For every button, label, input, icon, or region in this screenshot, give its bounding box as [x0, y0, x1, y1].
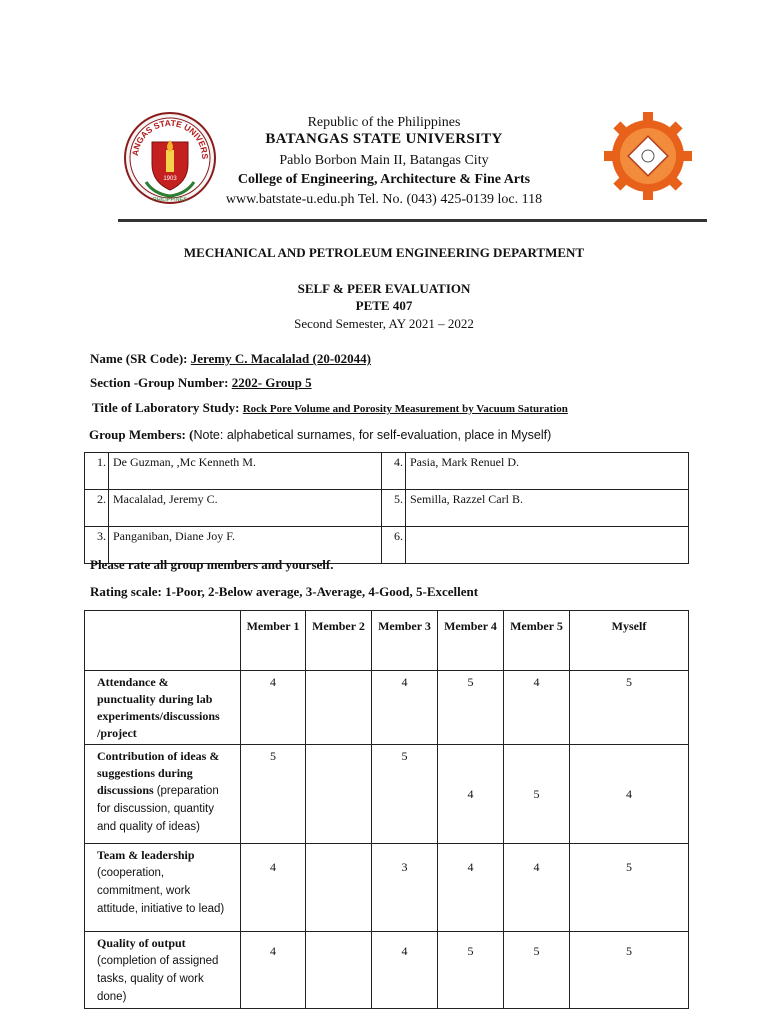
title-field	[92, 400, 568, 416]
criteria-header	[85, 611, 241, 671]
name-value: Jeremy C. Macalalad (20-02044)	[190, 351, 372, 366]
rating-header-row	[85, 611, 689, 671]
rating-scale: Rating scale: 1-Poor, 2-Below average, 3-Average, 4-Good, 5-Excellent	[90, 584, 479, 599]
member-number: 3.	[85, 527, 109, 564]
criteria-title: Team & leadership	[97, 848, 195, 862]
member-name: Semilla, Razzel Carl B.	[406, 490, 689, 527]
table-row	[85, 844, 689, 932]
instructions: Please rate all group members and yourself.	[90, 557, 334, 572]
member-name: Panganiban, Diane Joy F.	[109, 527, 382, 564]
rating-cell: 4	[570, 745, 689, 844]
university-name: BATANGAS STATE UNIVERSITY	[265, 131, 503, 147]
criteria-title: Contribution of ideas & suggestions during discussions	[97, 749, 220, 797]
criteria-description: (preparation for discussion, quantity and quality of ideas)	[97, 785, 219, 833]
department-title: MECHANICAL AND PETROLEUM ENGINEERING DEPARTMENT	[183, 245, 585, 260]
criteria-title: Attendance & punctuality during lab experiments/discussions /project	[97, 675, 220, 740]
group-members-heading	[89, 427, 551, 443]
member-name: Macalalad, Jeremy C.	[109, 490, 382, 527]
column-header-myself: Myself	[570, 611, 689, 671]
rating-cell: 4	[241, 671, 306, 745]
criteria-cell	[85, 745, 241, 844]
member-number: 4.	[382, 453, 406, 490]
svg-text:PHILIPPINES: PHILIPPINES	[153, 197, 187, 203]
rating-cell: 5	[372, 745, 438, 844]
rating-cell: 4	[241, 844, 306, 932]
course-code: PETE 407	[355, 298, 413, 313]
section-label: Section -Group Number:	[90, 375, 229, 390]
contact-info: www.batstate-u.edu.ph Tel. No. (043) 425-0139 loc. 118	[225, 192, 543, 207]
rating-cell: 5	[438, 671, 504, 745]
header-divider	[118, 219, 707, 222]
college-name: College of Engineering, Architecture & Fine Arts	[237, 172, 531, 187]
table-row	[85, 745, 689, 844]
section-value: 2202- Group 5	[231, 375, 312, 390]
member-name: Pasia, Mark Renuel D.	[406, 453, 689, 490]
rating-cell: 5	[504, 932, 570, 1009]
member-name: De Guzman, ,Mc Kenneth M.	[109, 453, 382, 490]
rating-cell: 4	[372, 671, 438, 745]
criteria-cell	[85, 671, 241, 745]
member-number: 1.	[85, 453, 109, 490]
table-row	[85, 490, 689, 527]
rating-cell	[306, 671, 372, 745]
column-header-member-4: Member 4	[438, 611, 504, 671]
rating-cell: 5	[504, 745, 570, 844]
rating-cell	[306, 932, 372, 1009]
column-header-member-1: Member 1	[241, 611, 306, 671]
rating-cell	[306, 745, 372, 844]
rating-cell: 5	[570, 932, 689, 1009]
republic-line: Republic of the Philippines	[307, 115, 461, 130]
svg-text:BATANGAS STATE UNIVERSITY: ANGAS STATE UNIVERS	[129, 117, 211, 160]
rating-cell: 4	[504, 671, 570, 745]
rating-cell: 5	[570, 671, 689, 745]
name-field	[90, 351, 371, 367]
table-row	[85, 932, 689, 1009]
criteria-description: (cooperation, commitment, work attitude, initiative to lead)	[97, 867, 225, 915]
rating-cell: 5	[438, 932, 504, 1009]
name-label: Name (SR Code):	[90, 351, 188, 366]
title-value: Rock Pore Volume and Porosity Measurement by Vacuum Saturation	[242, 403, 568, 415]
rating-cell	[306, 844, 372, 932]
criteria-title: Quality of output	[97, 936, 186, 950]
rating-cell: 5	[241, 745, 306, 844]
group-members-table	[84, 452, 689, 564]
rating-cell: 4	[438, 745, 504, 844]
criteria-cell	[85, 844, 241, 932]
members-note: Note: alphabetical surnames, for self-evaluation, place in Myself)	[193, 428, 552, 442]
column-header-member-3: Member 3	[372, 611, 438, 671]
column-header-member-5: Member 5	[504, 611, 570, 671]
table-row	[85, 453, 689, 490]
title-label: Title of Laboratory Study:	[92, 400, 240, 415]
rating-cell: 4	[372, 932, 438, 1009]
member-number: 2.	[85, 490, 109, 527]
rating-cell: 5	[570, 844, 689, 932]
semester: Second Semester, AY 2021 – 2022	[294, 316, 474, 331]
rating-cell: 4	[241, 932, 306, 1009]
section-field	[90, 375, 312, 391]
criteria-cell	[85, 932, 241, 1009]
criteria-description: (completion of assigned tasks, quality of work done)	[97, 955, 219, 1003]
table-row	[85, 671, 689, 745]
form-title: SELF & PEER EVALUATION	[297, 281, 471, 296]
member-number: 6.	[382, 527, 406, 564]
member-name	[406, 527, 689, 564]
rating-cell: 3	[372, 844, 438, 932]
campus-address: Pablo Borbon Main II, Batangas City	[279, 153, 489, 168]
svg-text:1903: 1903	[163, 176, 177, 182]
column-header-member-2: Member 2	[306, 611, 372, 671]
rating-cell: 4	[438, 844, 504, 932]
rating-table	[84, 610, 689, 1009]
member-number: 5.	[382, 490, 406, 527]
rating-cell: 4	[504, 844, 570, 932]
members-label: Group Members: (	[89, 427, 194, 442]
